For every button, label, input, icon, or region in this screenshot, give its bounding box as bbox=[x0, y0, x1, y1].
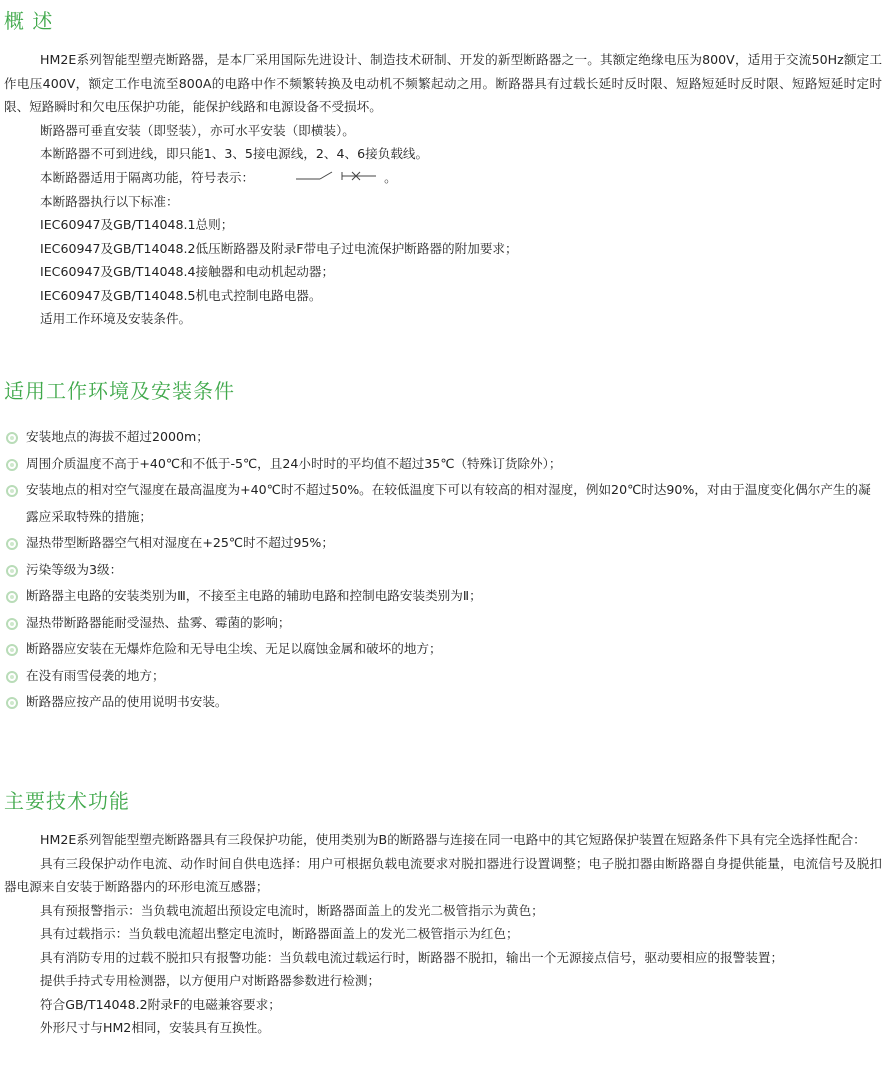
list-item: 湿热带断路器能耐受湿热、盐雾、霉菌的影响； bbox=[4, 610, 882, 637]
environment-list bbox=[4, 424, 882, 716]
list-item: 安装地点的相对空气湿度在最高温度为+40℃时不超过50%。在较低温度下可以有较高的相对湿度，例如20℃时达90%，对由于温度变化偶尔产生的凝露应采取特殊的措施； bbox=[4, 477, 882, 530]
bullet-icon bbox=[6, 565, 18, 577]
functions-title: 主要技术功能 bbox=[4, 789, 130, 813]
list-item: 周围介质温度不高于+40℃和不低于-5℃，且24小时时的平均值不超过35℃（特殊订货除外）； bbox=[4, 451, 882, 478]
overview-paragraph: 本断路器不可到进线，即只能1、3、5接电源线，2、4、6接负载线。 bbox=[40, 146, 429, 161]
functions-body bbox=[4, 828, 882, 1040]
standard-item: IEC60947及GB/T14048.2低压断路器及附录F带电子过电流保护断路器的附加要求； bbox=[40, 240, 518, 256]
overview-paragraph: 断路器可垂直安装（即竖装），亦可水平安装（即横装）。 bbox=[40, 122, 355, 138]
functions-paragraph: 具有消防专用的过载不脱扣只有报警功能：当负载电流过载运行时，断路器不脱扣，输出一个无源接点信号，驱动要相应的报警装置； bbox=[40, 949, 784, 965]
bullet-icon bbox=[6, 697, 18, 709]
overview-paragraph: HM2E系列智能型塑壳断路器，是本厂采用国际先进设计、制造技术研制、开发的新型断路器之一。其额定绝缘电压为800V，适用于交流50Hz额定工作电压400V，额定工作电流至800A的电路中作不频繁转换及电动机不频繁起动之用。断路器具有过载长延时反时限、短路短延时反时限、短路短延时定时限、短路瞬时和欠电压保护功能，能保护线路和电源设备不受损坏。 bbox=[4, 52, 882, 114]
environment-title: 适用工作环境及安装条件 bbox=[4, 379, 235, 403]
list-item: 污染等级为3级： bbox=[4, 557, 882, 584]
functions-paragraph: 具有过载指示：当负载电流超出整定电流时，断路器面盖上的发光二极管指示为红色； bbox=[40, 926, 519, 941]
isolation-line bbox=[4, 166, 882, 190]
functions-paragraph: 具有预报警指示：当负载电流超出预设定电流时，断路器面盖上的发光二极管指示为黄色； bbox=[40, 902, 544, 918]
bullet-icon bbox=[6, 671, 18, 683]
bullet-icon bbox=[6, 485, 18, 497]
bullet-icon bbox=[6, 538, 18, 550]
overview-body bbox=[4, 48, 882, 331]
standard-item: IEC60947及GB/T14048.1总则； bbox=[40, 217, 234, 233]
functions-paragraph: HM2E系列智能型塑壳断路器具有三段保护功能，使用类别为B的断路器与连接在同一电路中的其它短路保护装置在短路条件下具有完全选择性配合： bbox=[40, 832, 866, 847]
bullet-icon bbox=[6, 432, 18, 444]
overview-title: 概 述 bbox=[4, 9, 54, 33]
functions-paragraph: 符合GB/T14048.2附录F的电磁兼容要求； bbox=[40, 996, 281, 1012]
bullet-icon bbox=[6, 644, 18, 656]
bullet-icon bbox=[6, 591, 18, 603]
bullet-icon bbox=[6, 618, 18, 630]
list-item: 断路器应按产品的使用说明书安装。 bbox=[4, 689, 882, 716]
isolation-prefix: 本断路器适用于隔离功能，符号表示： bbox=[40, 169, 255, 185]
list-item: 断路器应安装在无爆炸危险和无导电尘埃、无足以腐蚀金属和破坏的地方； bbox=[4, 636, 882, 663]
isolation-symbol-icon bbox=[258, 166, 378, 190]
environment-list-wrap bbox=[4, 424, 882, 716]
functions-paragraph: 具有三段保护动作电流、动作时间自供电选择：用户可根据负载电流要求对脱扣器进行设置调整；电子脱扣器由断路器自身提供能量，电流信号及脱扣器电源来自安装于断路器内的环形电流互感器； bbox=[4, 855, 882, 894]
bullet-icon bbox=[6, 459, 18, 471]
functions-paragraph: 提供手持式专用检测器，以方便用户对断路器参数进行检测； bbox=[40, 973, 381, 988]
list-item: 断路器主电路的安装类别为Ⅲ，不接至主电路的辅助电路和控制电路安装类别为Ⅱ； bbox=[4, 583, 882, 610]
functions-paragraph: 外形尺寸与HM2相同，安装具有互换性。 bbox=[40, 1020, 270, 1035]
overview-closing: 适用工作环境及安装条件。 bbox=[40, 311, 192, 327]
list-item: 在没有雨雪侵袭的地方； bbox=[4, 663, 882, 690]
standards-intro: 本断路器执行以下标准： bbox=[40, 193, 179, 209]
list-item: 安装地点的海拔不超过2000m； bbox=[4, 424, 882, 451]
standard-item: IEC60947及GB/T14048.5机电式控制电路电器。 bbox=[40, 287, 322, 303]
list-item: 湿热带型断路器空气相对湿度在+25℃时不超过95%； bbox=[4, 530, 882, 557]
isolation-suffix: 。 bbox=[384, 169, 397, 185]
standard-item: IEC60947及GB/T14048.4接触器和电动机起动器； bbox=[40, 264, 335, 280]
